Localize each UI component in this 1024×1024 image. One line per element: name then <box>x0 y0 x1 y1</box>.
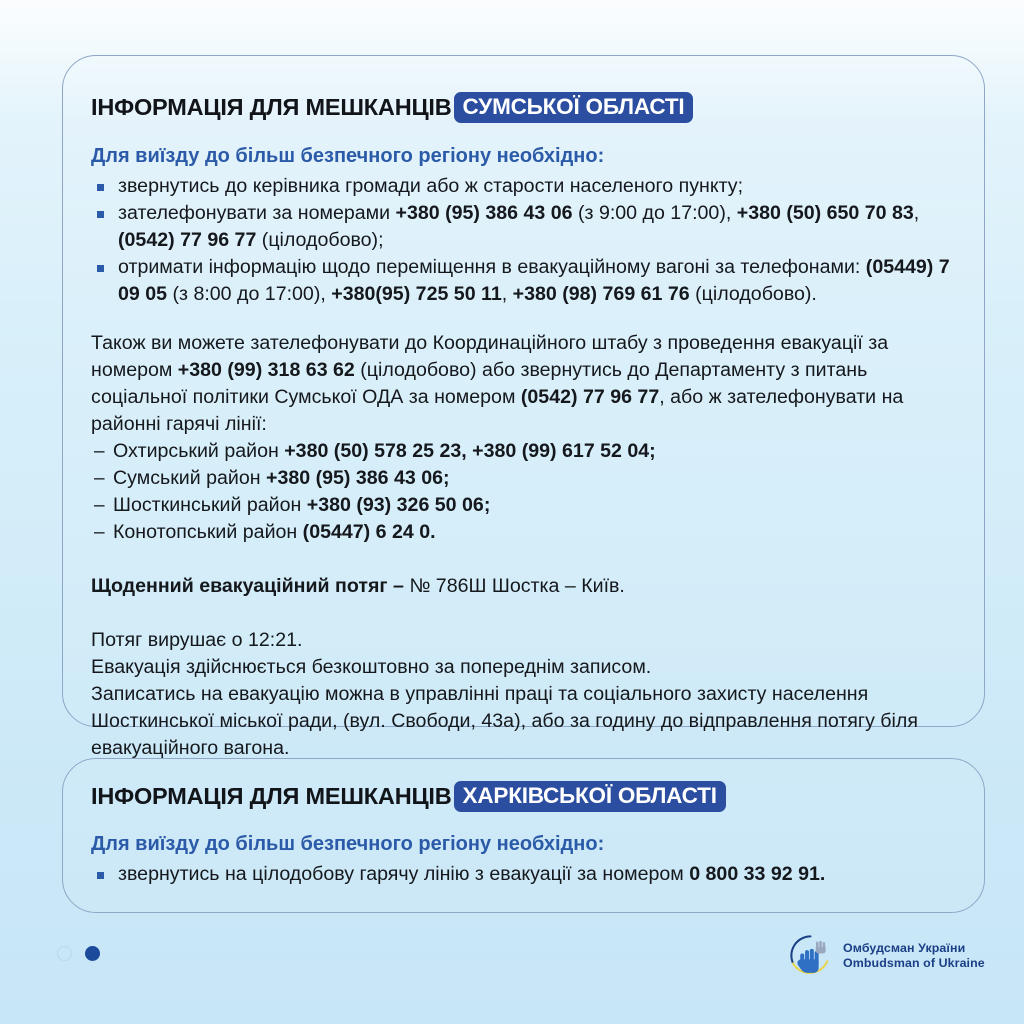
free-evacuation-note: Евакуація здійснюється безкоштовно за попереднім записом. <box>91 656 652 678</box>
region-badge-kharkiv: ХАРКІВСЬКОЇ ОБЛАСТІ <box>454 781 726 812</box>
pagination-dot-1[interactable] <box>57 946 72 961</box>
pagination-dots[interactable] <box>57 946 100 961</box>
logo-line-uk: Омбудсман України <box>843 941 966 955</box>
card-kharkiv-region <box>62 758 985 913</box>
card-kharkiv-title-row <box>91 781 726 812</box>
page-title: ІНФОРМАЦІЯ ДЛЯ МЕШКАНЦІВ <box>91 93 452 120</box>
card-sumy-region <box>62 55 985 759</box>
list-item: звернутись на цілодобову гарячу лінію з евакуації за номером 0 800 33 92 91. <box>91 861 960 888</box>
district-hotlines-list <box>91 438 960 546</box>
page-title: ІНФОРМАЦІЯ ДЛЯ МЕШКАНЦІВ <box>91 782 452 809</box>
coordination-headquarters-paragraph: Також ви можете зателефонувати до Координаційного штабу з проведення евакуації за номером +380 (99) 318 63 62 (цілодобово) або звернутись до Департаменту з питань соціальної політики Сумської ОДА за номером (0542) 77 96 77, або ж зателефонувати на районні гарячі лінії: <box>91 332 904 435</box>
registration-instructions: Записатись на евакуацію можна в управлінні праці та соціального захисту населення Шосткинської міської ради, (вул. Свободи, 43а), або за годину до відправлення потягу біля евакуаційного вагона. <box>91 683 918 759</box>
requirements-list <box>91 861 960 888</box>
card-kharkiv-body <box>91 831 960 888</box>
list-item: – Конотопський район (05447) 6 24 0. <box>91 519 960 546</box>
region-badge-sumy: СУМСЬКОЇ ОБЛАСТІ <box>454 92 694 123</box>
subheading-departure-requirements: Для виїзду до більш безпечного регіону необхідно: <box>91 145 605 167</box>
card-sumy-title-row <box>91 92 693 123</box>
hand-in-circle-icon <box>787 932 834 979</box>
pagination-dot-2[interactable] <box>85 946 100 961</box>
logo-line-en: Ombudsman of Ukraine <box>843 955 985 970</box>
subheading-departure-requirements: Для виїзду до більш безпечного регіону необхідно: <box>91 833 605 855</box>
ombudsman-logo-text <box>843 941 985 970</box>
list-item: отримати інформацію щодо переміщення в евакуаційному вагоні за телефонами: (05449) 7 09 05 (з 8:00 до 17:00), +380(95) 725 50 11, +380 (98) 769 61 76 (цілодобово). <box>91 254 960 308</box>
train-departure-time: Потяг вирушає о 12:21. <box>91 629 303 651</box>
list-item: звернутись до керівника громади або ж старости населеного пункту; <box>91 173 960 200</box>
ombudsman-logo <box>787 932 985 979</box>
list-item: – Сумський район +380 (95) 386 43 06; <box>91 465 960 492</box>
daily-evacuation-train-line: Щоденний евакуаційний потяг – № 786Ш Шостка – Київ. <box>91 575 625 597</box>
list-item: – Охтирський район +380 (50) 578 25 23, +380 (99) 617 52 04; <box>91 438 960 465</box>
requirements-list <box>91 173 960 308</box>
card-sumy-body <box>91 143 960 762</box>
list-item: зателефонувати за номерами +380 (95) 386 43 06 (з 9:00 до 17:00), +380 (50) 650 70 83, (0542) 77 96 77 (цілодобово); <box>91 200 960 254</box>
list-item: – Шосткинський район +380 (93) 326 50 06; <box>91 492 960 519</box>
